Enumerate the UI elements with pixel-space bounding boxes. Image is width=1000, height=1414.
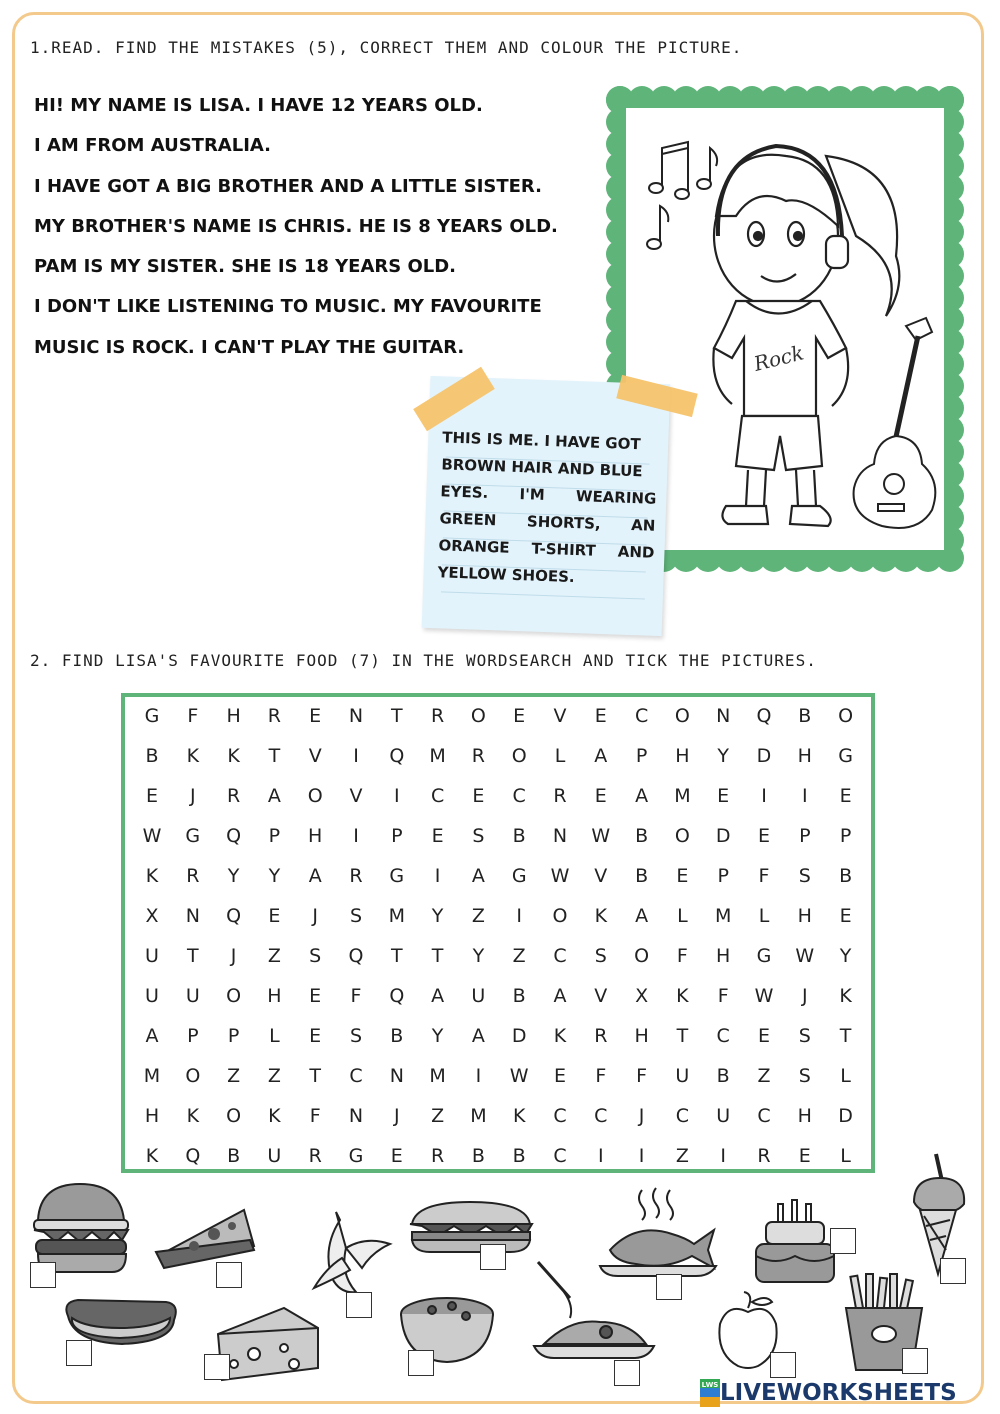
sticky-note [422, 376, 671, 636]
wordsearch-letter[interactable]: J [189, 785, 196, 807]
note-line: BROWN HAIR AND BLUE [441, 455, 643, 481]
wordsearch-letter[interactable]: I [393, 785, 400, 807]
wordsearch-letter[interactable]: N [185, 905, 200, 927]
wordsearch-letter[interactable]: B [390, 1025, 404, 1047]
wordsearch-letter[interactable]: K [553, 1025, 567, 1047]
tick-box-banana[interactable] [346, 1292, 372, 1318]
wordsearch-letter[interactable]: Q [226, 825, 242, 847]
wordsearch-letter[interactable]: Z [512, 945, 526, 967]
wordsearch-letter[interactable]: A [431, 985, 445, 1007]
wordsearch-letter[interactable]: A [267, 785, 281, 807]
wordsearch-letter[interactable]: E [717, 785, 730, 807]
wordsearch-letter[interactable]: B [227, 1145, 241, 1167]
wordsearch-letter[interactable]: O [226, 1105, 242, 1127]
wordsearch-letter[interactable]: J [638, 1105, 645, 1127]
wordsearch-letter[interactable]: H [144, 1105, 160, 1127]
wordsearch-letter[interactable]: Z [267, 945, 281, 967]
wordsearch-letter[interactable]: I [597, 1145, 604, 1167]
wordsearch-letter[interactable]: D [715, 825, 731, 847]
wordsearch-letter[interactable]: O [674, 705, 690, 727]
wordsearch-letter[interactable]: C [349, 1065, 363, 1087]
wordsearch-letter[interactable]: V [349, 785, 363, 807]
wordsearch-letter[interactable]: S [349, 905, 363, 927]
wordsearch-letter[interactable]: A [635, 785, 649, 807]
wordsearch-letter[interactable]: O [470, 705, 486, 727]
wordsearch-letter[interactable]: F [350, 985, 362, 1007]
tick-box-sandwich[interactable] [480, 1244, 506, 1270]
wordsearch-letter[interactable]: E [431, 825, 444, 847]
wordsearch-letter[interactable]: Y [472, 945, 485, 967]
wordsearch-letter[interactable]: U [267, 1145, 282, 1167]
story-line: I AM FROM AUSTRALIA. [34, 135, 272, 157]
wordsearch-letter[interactable]: G [389, 865, 405, 887]
sandwich-icon [406, 1198, 536, 1256]
wordsearch-letter[interactable]: Y [717, 745, 729, 767]
wordsearch-letter[interactable]: V [308, 745, 322, 767]
wordsearch-letter[interactable]: R [757, 1145, 771, 1167]
exercise1-instruction: 1.READ. FIND THE MISTAKES (5), CORRECT THEM AND COLOUR THE PICTURE. [30, 38, 743, 57]
wordsearch-letter[interactable]: P [391, 825, 403, 847]
wordsearch-letter[interactable]: F [636, 1065, 648, 1087]
wordsearch-letter[interactable]: E [798, 1145, 811, 1167]
wordsearch-letter[interactable]: A [553, 985, 567, 1007]
wordsearch-letter[interactable]: U [675, 1065, 690, 1087]
wordsearch-letter[interactable]: O [634, 945, 650, 967]
wordsearch-letter[interactable]: Y [268, 865, 281, 887]
wordsearch-letter[interactable]: G [756, 945, 772, 967]
wordsearch-letter[interactable]: M [388, 905, 405, 927]
wordsearch-letter[interactable]: Q [389, 985, 405, 1007]
wordsearch-letter[interactable]: T [268, 745, 281, 767]
wordsearch-letter[interactable]: N [348, 1105, 364, 1127]
wordsearch-letter[interactable]: I [801, 785, 808, 807]
wordsearch-letter[interactable]: S [309, 945, 322, 967]
wordsearch-letter[interactable]: W [142, 825, 162, 847]
wordsearch-letter[interactable]: C [594, 1105, 608, 1127]
wordsearch-letter[interactable]: E [757, 1025, 770, 1047]
wordsearch-letter[interactable]: K [512, 1105, 526, 1127]
story-line: I HAVE GOT A BIG BROTHER AND A LITTLE SISTER. [34, 175, 542, 197]
tick-box-cheese[interactable] [204, 1354, 230, 1380]
wordsearch-letter[interactable]: F [187, 705, 199, 727]
tick-box-spaghetti[interactable] [614, 1360, 640, 1386]
wordsearch-letter[interactable]: P [635, 745, 648, 767]
story-line: I DON'T LIKE LISTENING TO MUSIC. MY FAVOURITE [34, 296, 542, 318]
wordsearch-letter[interactable]: O [307, 785, 323, 807]
wordsearch-letter[interactable]: K [186, 1105, 200, 1127]
story-line: HI! MY NAME IS LISA. I HAVE 12 YEARS OLD. [34, 95, 483, 116]
wordsearch-letter[interactable]: H [675, 745, 690, 767]
banana-icon [306, 1208, 394, 1300]
wordsearch-letter[interactable]: B [716, 1065, 730, 1087]
shirt-text: Rock [751, 340, 807, 376]
wordsearch-letter[interactable]: I [434, 865, 441, 887]
note-line: EYES. I'M WEARING [440, 482, 657, 508]
wordsearch-letter[interactable]: E [839, 785, 852, 807]
wordsearch-letter[interactable]: E [309, 1025, 322, 1047]
wordsearch-letter[interactable]: M [429, 1065, 446, 1087]
wordsearch-letter[interactable]: I [638, 1145, 645, 1167]
wordsearch-letter[interactable]: K [839, 985, 852, 1007]
note-line: THIS IS ME. I HAVE GOT [442, 428, 641, 454]
wordsearch-letter[interactable]: L [840, 1065, 851, 1087]
wordsearch-letter[interactable]: W [795, 945, 815, 967]
tick-box-hot-dog[interactable] [66, 1340, 92, 1366]
wordsearch-letter[interactable]: I [761, 785, 767, 807]
wordsearch-letter[interactable]: A [635, 905, 649, 927]
wordsearch-letter[interactable]: H [267, 985, 282, 1007]
wordsearch-letter[interactable]: A [471, 865, 485, 887]
wordsearch-letter[interactable]: T [309, 1065, 321, 1087]
wordsearch-letter[interactable]: F [309, 1105, 321, 1127]
wordsearch-letter[interactable]: X [635, 985, 649, 1007]
wordsearch-letter[interactable]: T [390, 705, 403, 727]
wordsearch-letter[interactable]: H [797, 745, 812, 767]
wordsearch-letter[interactable]: E [553, 1065, 566, 1087]
wordsearch-letter[interactable]: I [720, 1145, 726, 1167]
wordsearch-letter[interactable]: L [554, 745, 566, 767]
wordsearch-letter[interactable]: S [798, 865, 811, 887]
wordsearch-letter[interactable]: E [390, 1145, 403, 1167]
wordsearch-letter[interactable]: G [348, 1145, 364, 1167]
tick-box-burger[interactable] [30, 1262, 56, 1288]
wordsearch-letter[interactable]: V [594, 865, 608, 887]
note-text [437, 424, 659, 593]
wordsearch-letter[interactable]: O [552, 905, 568, 927]
tick-box-apple[interactable] [770, 1352, 796, 1378]
wordsearch-letter[interactable]: C [716, 1025, 730, 1047]
wordsearch-letter[interactable]: F [717, 985, 729, 1007]
logo-text: LIVEWORKSHEETS [720, 1380, 957, 1406]
wordsearch-letter[interactable]: E [309, 985, 322, 1007]
story-text [34, 86, 558, 368]
wordsearch-letter[interactable]: J [230, 945, 237, 967]
wordsearch-letter[interactable]: C [553, 1105, 567, 1127]
wordsearch-letter[interactable]: T [431, 945, 444, 967]
wordsearch-letter[interactable]: X [145, 905, 159, 927]
wordsearch-letter[interactable]: S [472, 825, 485, 847]
tick-box-fries[interactable] [902, 1348, 928, 1374]
wordsearch-letter[interactable]: Z [227, 1065, 241, 1087]
pizza-icon [154, 1206, 258, 1276]
wordsearch-letter[interactable]: G [144, 705, 160, 727]
wordsearch-letter[interactable]: H [797, 905, 812, 927]
wordsearch-letter[interactable]: Y [227, 865, 240, 887]
note-line: ORANGE T-SHIRT AND [438, 536, 655, 562]
wordsearch-letter[interactable]: D [511, 1025, 527, 1047]
wordsearch-letter[interactable]: M [714, 905, 732, 927]
wordsearch-letter[interactable]: T [839, 1025, 852, 1047]
wordsearch-letter[interactable]: K [186, 745, 200, 767]
wordsearch-letter[interactable]: B [145, 745, 159, 767]
cake-icon [752, 1196, 838, 1288]
wordsearch-letter[interactable]: R [186, 865, 200, 887]
cheese-icon [214, 1304, 324, 1384]
wordsearch-letter[interactable]: H [308, 825, 323, 847]
liveworksheets-logo [700, 1378, 957, 1408]
wordsearch-letter[interactable]: Q [226, 905, 242, 927]
wordsearch-letter[interactable]: C [512, 785, 526, 807]
wordsearch-letter[interactable]: C [757, 1105, 771, 1127]
wordsearch-letter[interactable]: E [676, 865, 689, 887]
wordsearch-letter[interactable]: W [509, 1065, 529, 1087]
wordsearch-letter[interactable]: Q [185, 1145, 201, 1167]
wordsearch-letter[interactable]: Z [267, 1065, 281, 1087]
tick-box-pizza[interactable] [216, 1262, 242, 1288]
wordsearch-letter[interactable]: U [471, 985, 486, 1007]
tick-box-cake[interactable] [830, 1228, 856, 1254]
wordsearch-letter[interactable]: P [839, 825, 852, 847]
wordsearch-letter[interactable]: B [798, 705, 812, 727]
wordsearch-letter[interactable]: I [475, 1065, 482, 1087]
wordsearch-letter[interactable]: U [145, 945, 159, 967]
wordsearch-letter[interactable]: R [267, 705, 281, 727]
wordsearch-letter[interactable]: J [393, 1105, 400, 1127]
tick-box-ice-cream[interactable] [940, 1258, 966, 1284]
wordsearch-letter[interactable]: C [675, 1105, 690, 1127]
wordsearch-letter[interactable]: H [634, 1025, 649, 1047]
wordsearch-letter[interactable]: C [634, 705, 649, 727]
wordsearch-letter[interactable]: T [676, 1025, 689, 1047]
wordsearch-letter[interactable]: D [756, 745, 772, 767]
wordsearch-letter[interactable]: T [390, 945, 403, 967]
logo-badge-text: LWS [701, 1381, 719, 1389]
wordsearch-letter[interactable]: U [145, 985, 159, 1007]
wordsearch-letter[interactable]: K [676, 985, 689, 1007]
wordsearch-letter[interactable]: A [308, 865, 322, 887]
wordsearch-letter[interactable]: U [185, 985, 200, 1007]
wordsearch-letter[interactable]: E [839, 905, 852, 927]
wordsearch-letter[interactable]: J [312, 905, 318, 927]
wordsearch-letter[interactable]: B [471, 1145, 485, 1167]
wordsearch-letter[interactable]: R [430, 1145, 445, 1167]
wordsearch-letter[interactable]: P [227, 1025, 240, 1047]
wordsearch-letter[interactable]: P [187, 1025, 199, 1047]
wordsearch-letter[interactable]: M [143, 1065, 161, 1087]
wordsearch-letter[interactable]: E [757, 825, 770, 847]
wordsearch-letter[interactable]: E [268, 905, 281, 927]
wordsearch-letter[interactable]: P [717, 865, 729, 887]
spaghetti-icon [530, 1258, 658, 1370]
wordsearch-letter[interactable]: T [186, 945, 199, 967]
wordsearch-letter[interactable]: R [471, 745, 485, 767]
tick-box-cereal[interactable] [408, 1350, 434, 1376]
wordsearch-letter[interactable]: Y [839, 945, 852, 967]
wordsearch-letter[interactable]: E [145, 785, 158, 807]
wordsearch-letter[interactable]: Z [757, 1065, 771, 1087]
wordsearch-letter[interactable]: B [512, 1145, 526, 1167]
wordsearch-letter[interactable]: B [512, 985, 526, 1007]
wordsearch-letter[interactable]: C [553, 1145, 567, 1167]
wordsearch-letter[interactable]: O [511, 745, 527, 767]
wordsearch-letter[interactable]: Y [431, 905, 444, 927]
wordsearch-letter[interactable]: K [594, 905, 608, 927]
wordsearch-letter[interactable]: E [594, 785, 607, 807]
wordsearch-letter[interactable]: R [553, 785, 567, 807]
wordsearch-letter[interactable]: D [838, 1105, 853, 1127]
wordsearch-letter[interactable]: S [798, 1065, 811, 1087]
wordsearch-letter[interactable]: S [594, 945, 607, 967]
note-line: GREEN SHORTS, AN [439, 509, 656, 535]
wordsearch-letter[interactable]: Q [348, 945, 364, 967]
note-line: YELLOW SHOES. [437, 563, 575, 587]
exercise2-instruction: 2. FIND LISA'S FAVOURITE FOOD (7) IN THE WORDSEARCH AND TICK THE PICTURES. [30, 651, 817, 670]
wordsearch-letter[interactable]: O [674, 825, 690, 847]
wordsearch-letter[interactable]: G [511, 865, 527, 887]
wordsearch-letter[interactable]: B [839, 865, 853, 887]
wordsearch-letter[interactable]: B [635, 825, 649, 847]
wordsearch-letter[interactable]: R [308, 1145, 322, 1167]
story-line: MY BROTHER'S NAME IS CHRIS. HE IS 8 YEARS OLD. [34, 215, 558, 237]
wordsearch-letter[interactable]: E [513, 705, 526, 727]
wordsearch-letter[interactable]: L [840, 1145, 851, 1167]
wordsearch-letter[interactable]: R [226, 785, 241, 807]
wordsearch-letter[interactable]: C [553, 945, 567, 967]
wordsearch-letter[interactable]: S [349, 1025, 363, 1047]
wordsearch-letter[interactable]: E [309, 705, 322, 727]
wordsearch-letter[interactable]: G [838, 745, 853, 767]
wordsearch-letter[interactable]: B [635, 865, 649, 887]
wordsearch-letter[interactable]: A [145, 1025, 159, 1047]
wordsearch-letter[interactable]: N [348, 705, 364, 727]
wordsearch-letter[interactable]: L [269, 1025, 280, 1047]
wordsearch-grid[interactable] [121, 693, 875, 1173]
wordsearch-letter[interactable]: A [594, 745, 608, 767]
wordsearch-letter[interactable]: L [677, 905, 688, 927]
wordsearch-letter[interactable]: I [516, 905, 522, 927]
wordsearch-letter[interactable]: K [145, 1145, 159, 1167]
wordsearch-letter[interactable]: O [185, 1065, 201, 1087]
story-line: MUSIC IS ROCK. I CAN'T PLAY THE GUITAR. [34, 336, 465, 358]
wordsearch-letter[interactable]: N [552, 825, 568, 847]
wordsearch-letter[interactable]: E [594, 705, 607, 727]
wordsearch-letter[interactable]: N [389, 1065, 404, 1087]
wordsearch-letter[interactable]: U [716, 1105, 731, 1127]
wordsearch-letter[interactable]: P [799, 825, 811, 847]
wordsearch-letter[interactable]: I [353, 825, 359, 847]
wordsearch-letter[interactable]: M [674, 785, 691, 807]
wordsearch-letter[interactable]: M [470, 1105, 487, 1127]
wordsearch-letter[interactable]: L [758, 905, 770, 927]
wordsearch-letter[interactable]: G [185, 825, 201, 847]
wordsearch-letter[interactable]: P [268, 825, 281, 847]
wordsearch-letter[interactable]: F [595, 1065, 607, 1087]
wordsearch-letter[interactable]: R [430, 705, 445, 727]
wordsearch-letter[interactable]: Q [389, 745, 405, 767]
wordsearch-letter[interactable]: F [758, 865, 770, 887]
wordsearch-letter[interactable]: V [594, 985, 608, 1007]
logo-badge-icon [700, 1379, 720, 1407]
wordsearch-letter[interactable]: A [471, 1025, 485, 1047]
wordsearch-letter[interactable]: M [429, 745, 446, 767]
wordsearch-letter[interactable]: Z [431, 1105, 445, 1127]
wordsearch-letter[interactable]: V [553, 705, 567, 727]
wordsearch-letter[interactable]: Q [756, 705, 772, 727]
wordsearch-letter[interactable]: J [801, 985, 808, 1007]
wordsearch-letter[interactable]: N [716, 705, 731, 727]
wordsearch-letter[interactable]: B [512, 825, 526, 847]
wordsearch-letter[interactable]: C [430, 785, 445, 807]
wordsearch-letter[interactable]: I [353, 745, 359, 767]
story-line: PAM IS MY SISTER. SHE IS 18 YEARS OLD. [34, 256, 457, 278]
wordsearch-letter[interactable]: H [716, 945, 731, 967]
wordsearch-letter[interactable]: Z [471, 905, 485, 927]
wordsearch-letter[interactable]: F [676, 945, 688, 967]
wordsearch-letter[interactable]: W [550, 865, 570, 887]
wordsearch-letter[interactable]: Z [675, 1145, 689, 1167]
wordsearch-letter[interactable]: S [798, 1025, 811, 1047]
wordsearch-letter[interactable]: W [754, 985, 774, 1007]
wordsearch-letter[interactable]: K [268, 1105, 281, 1127]
wordsearch-letter[interactable]: E [472, 785, 485, 807]
wordsearch-letter[interactable]: O [838, 705, 854, 727]
wordsearch-letter[interactable]: K [227, 745, 240, 767]
wordsearch-letter[interactable]: R [349, 865, 363, 887]
wordsearch-letter[interactable]: H [797, 1105, 812, 1127]
wordsearch-letter[interactable]: K [145, 865, 159, 887]
tick-box-fish-dish[interactable] [656, 1274, 682, 1300]
wordsearch-letter[interactable]: H [226, 705, 241, 727]
wordsearch-letter[interactable]: O [226, 985, 242, 1007]
wordsearch-letter[interactable]: Y [431, 1025, 444, 1047]
wordsearch-letter[interactable]: W [591, 825, 611, 847]
wordsearch-letter[interactable]: R [594, 1025, 608, 1047]
